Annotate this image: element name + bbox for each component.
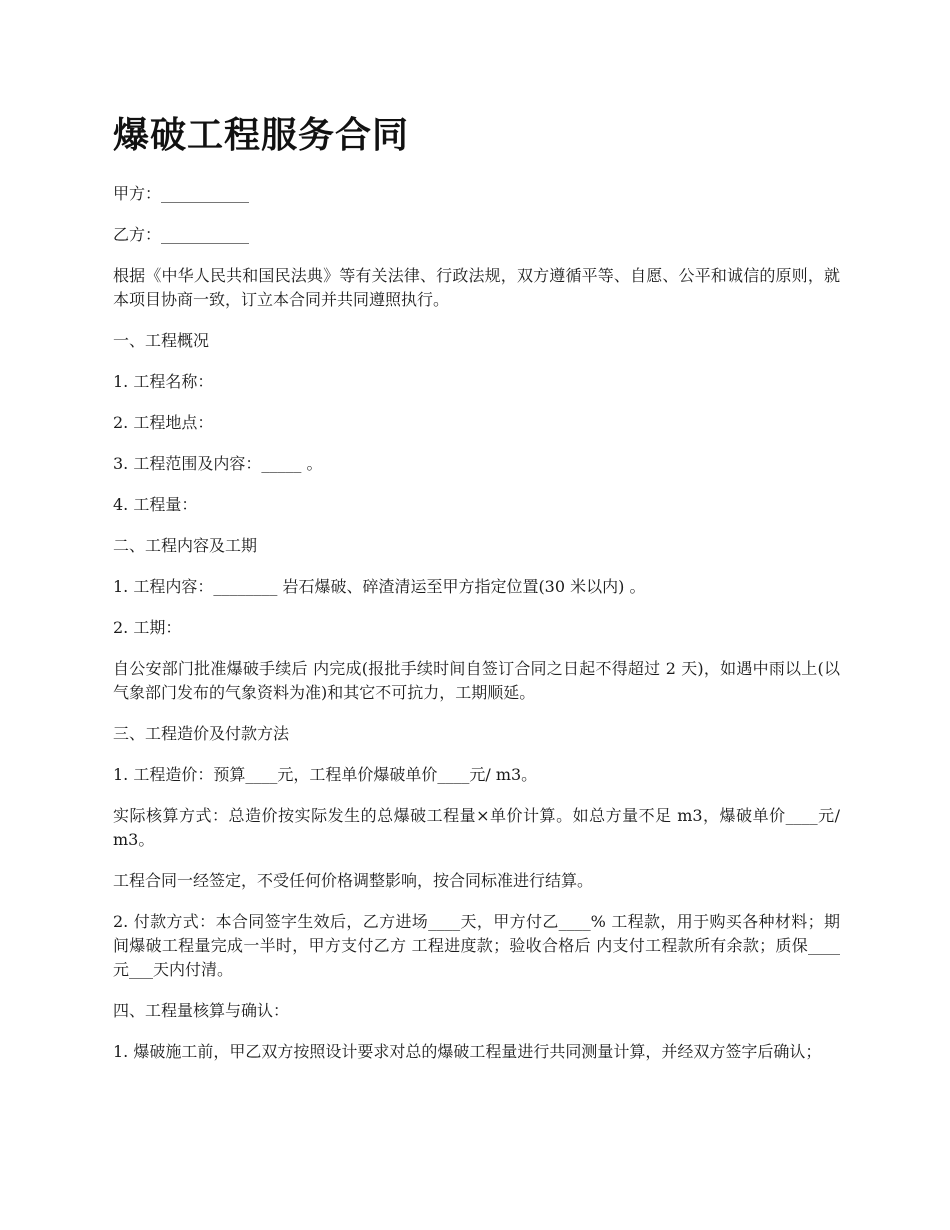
clause-payment-method: 2. 付款方式：本合同签字生效后，乙方进场____天，甲方付乙____% 工程款，用于购买各种材料；期间爆破工程量完成一半时，甲方支付乙方 工程进度款；验收合格后 内支付工程款所有余款；质保____元___天内付清。 xyxy=(113,912,840,979)
schedule-detail-paragraph: 自公安部门批准爆破手续后 内完成(报批手续时间自签订合同之日起不得超过 2 天)，如遇中雨以上(以气象部门发布的气象资料为准)和其它不可抗力，工期顺延。 xyxy=(113,659,840,702)
clause-project-quantity: 4. 工程量： xyxy=(113,495,198,514)
preamble-paragraph: 根据《中华人民共和国民法典》等有关法律、行政法规，双方遵循平等、自愿、公平和诚信的原则，就本项目协商一致，订立本合同并共同遵照执行。 xyxy=(113,266,840,309)
clause-project-price: 1. 工程造价：预算____元，工程单价爆破单价____元/ m3。 xyxy=(113,765,538,784)
clause-project-location: 2. 工程地点： xyxy=(113,413,214,432)
document-title: 爆破工程服务合同 xyxy=(113,115,410,156)
actual-accounting-paragraph: 实际核算方式：总造价按实际发生的总爆破工程量×单价计算。如总方量不足 m3，爆破单价____元/ m3。 xyxy=(113,806,840,849)
clause-quantity-measurement: 1. 爆破施工前，甲乙双方按照设计要求对总的爆破工程量进行共同测量计算，并经双方签字后确认； xyxy=(113,1042,822,1061)
document-page xyxy=(113,112,840,1081)
clause-work-content: 1. 工程内容：________ 岩石爆破、碎渣清运至甲方指定位置(30 米以内) 。 xyxy=(113,577,646,596)
party-a-line: 甲方：___________ xyxy=(113,184,250,203)
clause-schedule: 2. 工期： xyxy=(113,618,182,637)
section-heading-content-schedule: 二、工程内容及工期 xyxy=(113,536,258,555)
section-heading-quantity-verification: 四、工程量核算与确认： xyxy=(113,1001,290,1020)
section-heading-price-payment: 三、工程造价及付款方法 xyxy=(113,724,290,743)
section-heading-overview: 一、工程概况 xyxy=(113,331,210,350)
clause-project-scope: 3. 工程范围及内容：_____ 。 xyxy=(113,454,323,473)
clause-project-name: 1. 工程名称： xyxy=(113,372,214,391)
party-b-line: 乙方：___________ xyxy=(113,225,250,244)
price-fixed-paragraph: 工程合同一经签定，不受任何价格调整影响，按合同标准进行结算。 xyxy=(113,871,594,890)
